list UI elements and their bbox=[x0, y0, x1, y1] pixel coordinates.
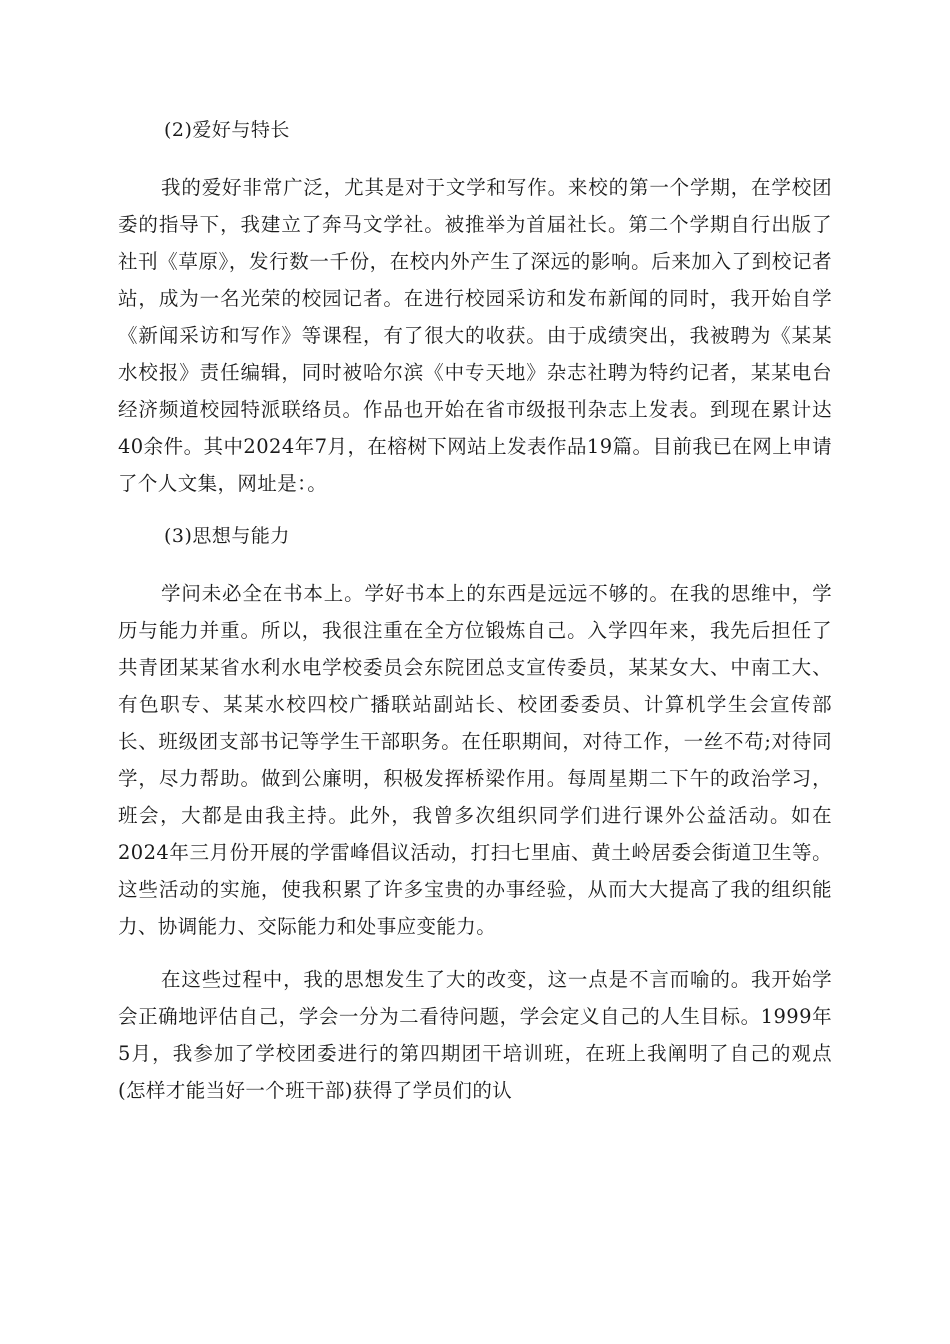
paragraph-thought-ability-1: 学问未必全在书本上。学好书本上的东西是远远不够的。在我的思维中，学历与能力并重。所以，我很注重在全方位锻炼自己。入学四年来，我先后担任了共青团某某省水利水电学校委员会东院团总支宣传委员，某某女大、中南工大、有色职专、某某水校四校广播联站副站长、校团委委员、计算机学生会宣传部长、班级团支部书记等学生干部职务。在任职期间，对待工作，一丝不苟;对待同学，尽力帮助。做到公廉明，积极发挥桥梁作用。每周星期二下午的政治学习，班会，大都是由我主持。此外，我曾多次组织同学们进行课外公益活动。如在2024年三月份开展的学雷峰倡议活动，打扫七里庙、黄土岭居委会街道卫生等。这些活动的实施，使我积累了许多宝贵的办事经验，从而大大提高了我的组织能力、协调能力、交际能力和处事应变能力。 bbox=[118, 582, 832, 938]
paragraph-thought-ability-2: 在这些过程中，我的思想发生了大的改变，这一点是不言而喻的。我开始学会正确地评估自己，学会一分为二看待问题，学会定义自己的人生目标。1999年5月，我参加了学校团委进行的第四期团干培训班，在班上我阐明了自己的观点(怎样才能当好一个班干部)获得了学员们的认 bbox=[118, 968, 832, 1102]
section-heading-thought-ability: (3)思想与能力 bbox=[164, 525, 290, 547]
document-page bbox=[118, 112, 832, 1125]
paragraph-hobbies: 我的爱好非常广泛，尤其是对于文学和写作。来校的第一个学期，在学校团委的指导下，我建立了奔马文学社。被推举为首届社长。第二个学期自行出版了社刊《草原》，发行数一千份，在校内外产生了深远的影响。后来加入了到校记者站，成为一名光荣的校园记者。在进行校园采访和发布新闻的同时，我开始自学《新闻采访和写作》等课程，有了很大的收获。由于成绩突出，我被聘为《某某水校报》责任编辑，同时被哈尔滨《中专天地》杂志社聘为特约记者，某某电台经济频道校园特派联络员。作品也开始在省市级报刊杂志上发表。到现在累计达40余件。其中2024年7月，在榕树下网站上发表作品19篇。目前我已在网上申请了个人文集，网址是：。 bbox=[118, 176, 832, 495]
section-heading-hobbies: (2)爱好与特长 bbox=[164, 119, 290, 141]
